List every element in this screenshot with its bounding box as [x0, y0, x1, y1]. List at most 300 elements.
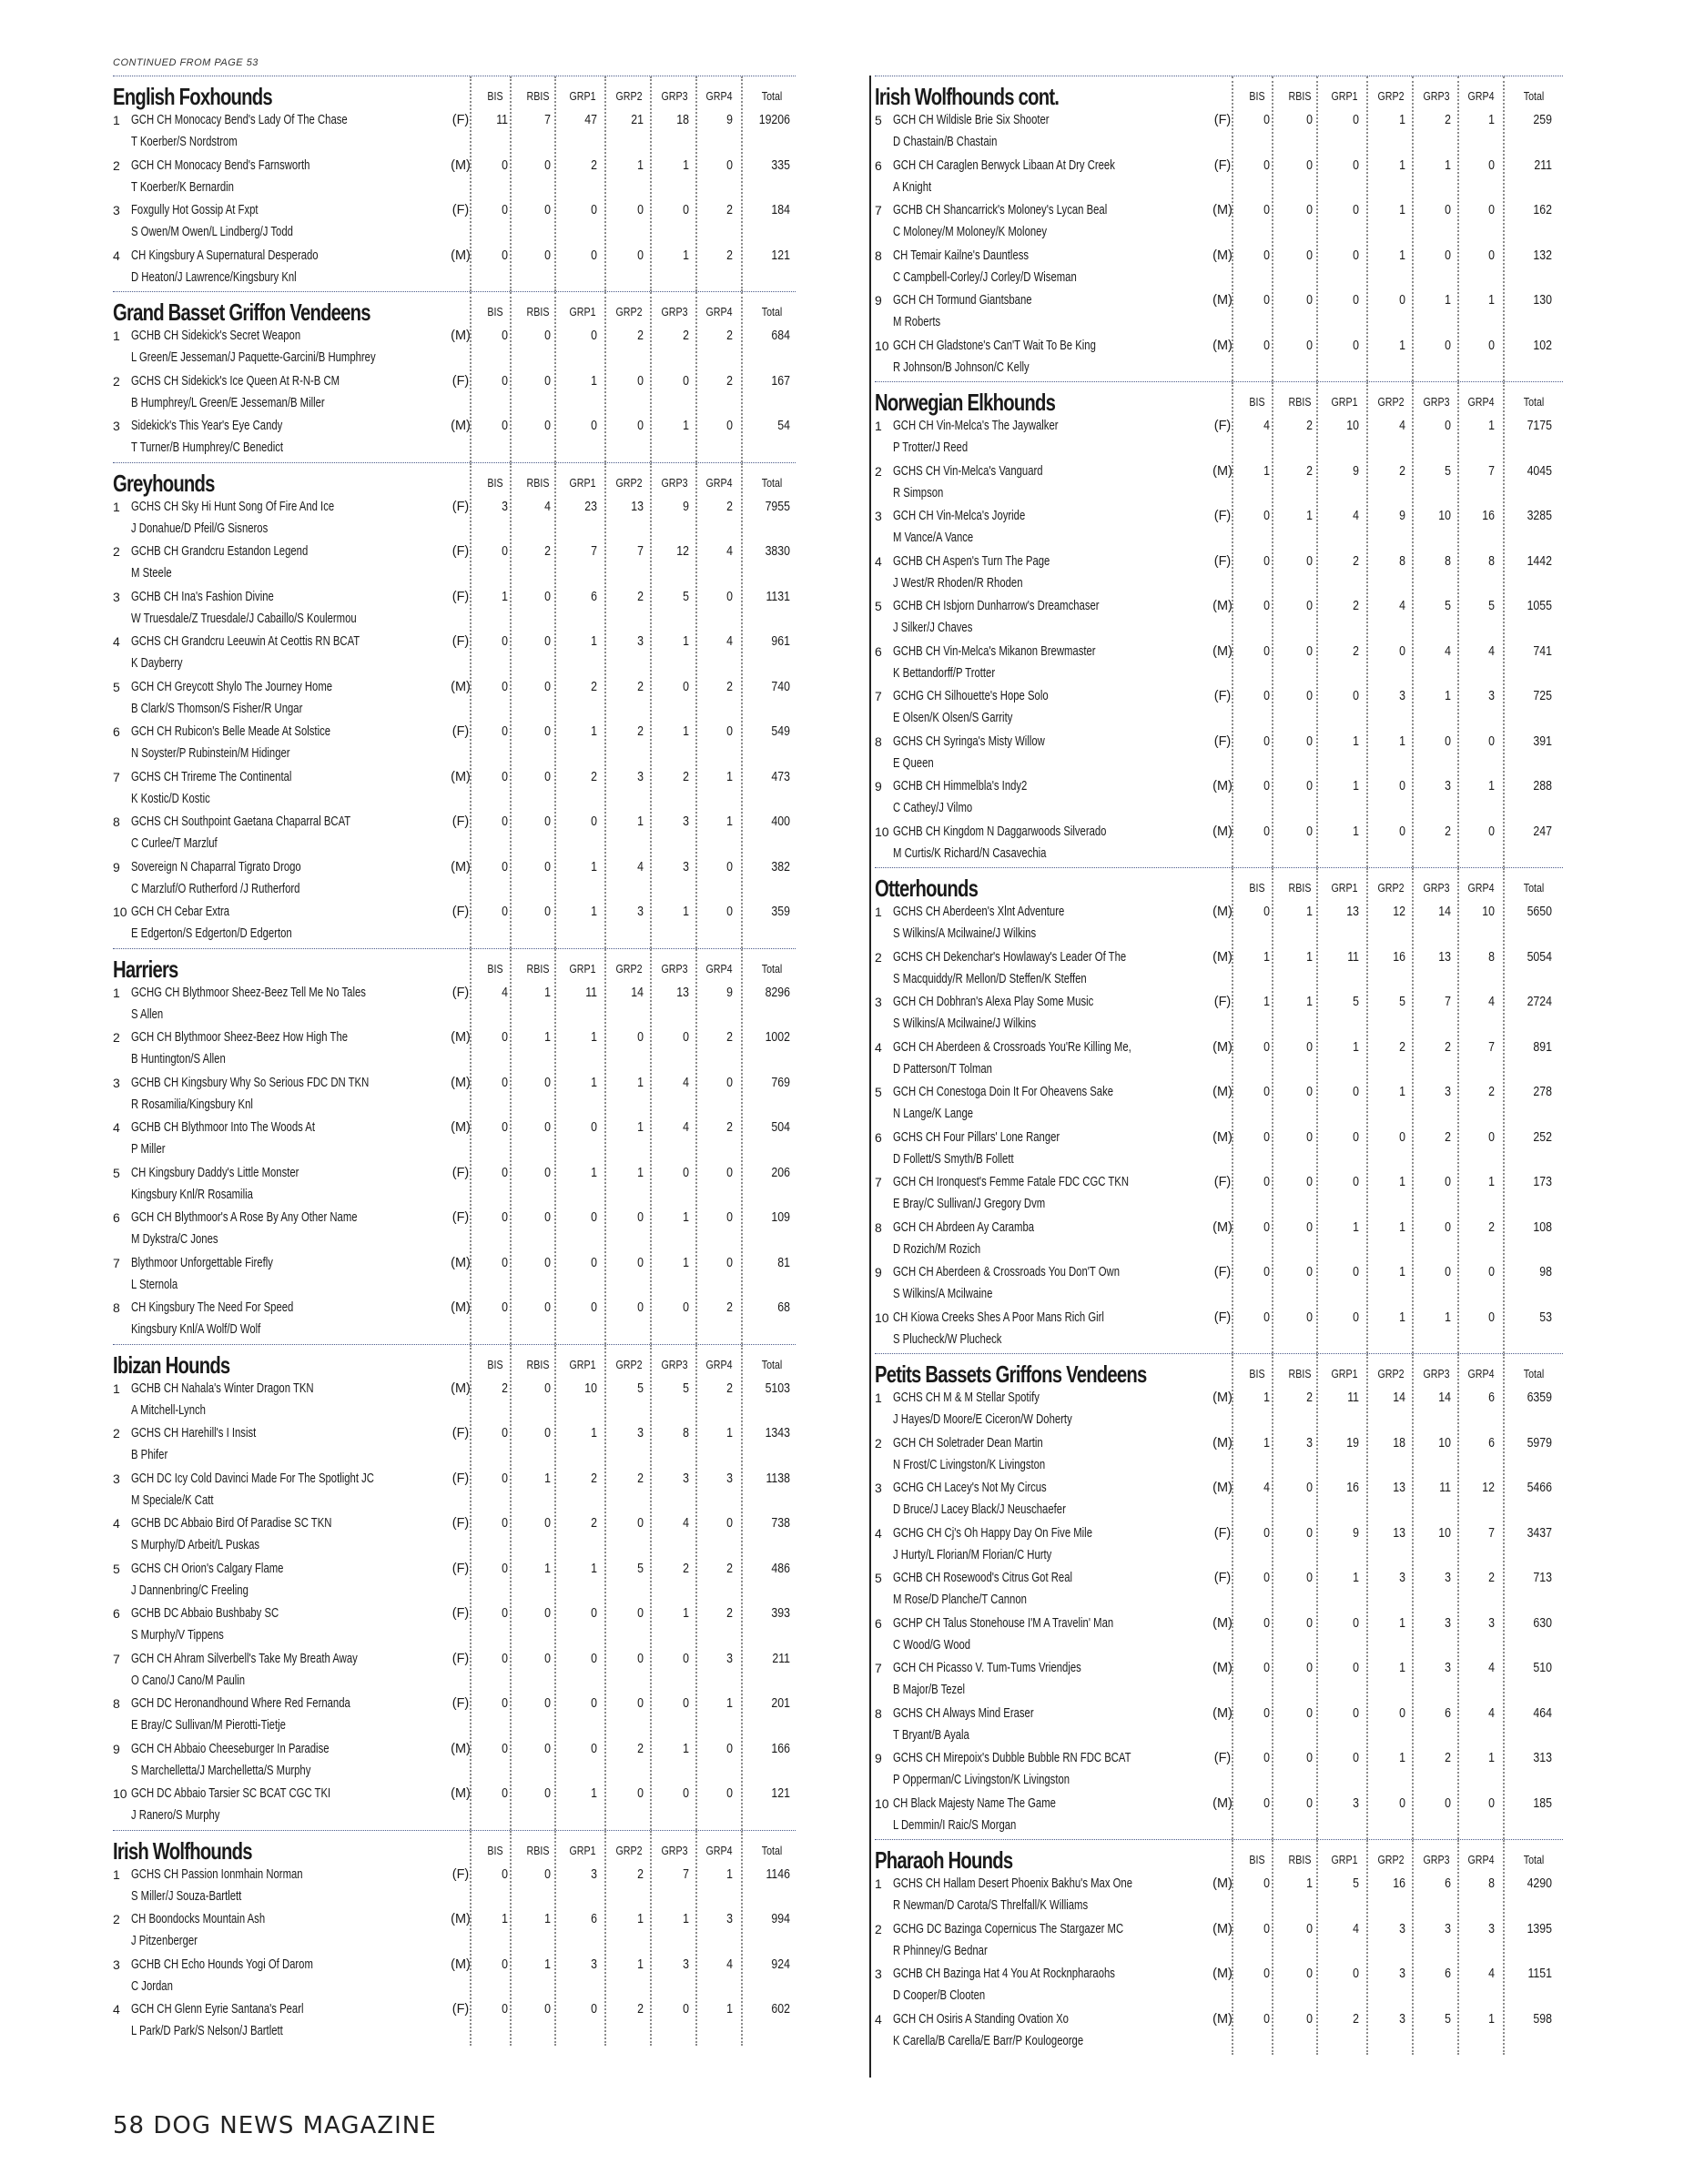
dog-name: GCHS CH Always Mind Eraser [893, 1705, 1034, 1721]
stat-value: 2 [591, 1516, 597, 1531]
dog-name: GCHS CH Dekenchar's Howlaway's Leader Of The [893, 949, 1127, 965]
rank: 8 [113, 1696, 120, 1711]
stat-value: 1146 [766, 1866, 790, 1882]
stat-value: 5 [1399, 995, 1405, 1009]
stat-value: 1 [1353, 824, 1359, 839]
column-header: BIS [487, 475, 503, 490]
stat-value: 11 [1347, 949, 1359, 965]
owners: T Koerber/S Nordstrom [131, 135, 238, 149]
owners: L Sternola [131, 1277, 178, 1292]
rank: 1 [875, 1876, 882, 1891]
right-column [869, 76, 1563, 2078]
dog-row [875, 247, 1563, 292]
breed-section [113, 76, 796, 291]
column-header: GRP1 [1331, 881, 1358, 895]
sex: (F) [451, 1165, 470, 1180]
stat-value: 6 [591, 1912, 597, 1926]
owners: K Dayberry [131, 656, 183, 671]
stat-value: 0 [1306, 1085, 1313, 1099]
stat-value: 4 [1263, 1481, 1270, 1495]
column-divider [695, 1345, 697, 1830]
column-header: GRP4 [705, 1843, 733, 1857]
stat-value: 0 [683, 1165, 689, 1180]
stat-value: 3 [1445, 1921, 1451, 1936]
stat-value: 0 [1306, 1175, 1313, 1189]
dog-row [875, 1128, 1563, 1174]
stat-value: 3 [637, 769, 644, 784]
stat-value: 0 [1263, 1705, 1270, 1721]
dog-name: GCHB CH Ina's Fashion Divine [131, 589, 274, 604]
owners: C Moloney/M Moloney/K Moloney [893, 225, 1048, 239]
sex: (F) [451, 1516, 470, 1531]
stat-value: 98 [1539, 1265, 1552, 1279]
column-header: GRP3 [661, 305, 688, 318]
stat-value: 2 [637, 724, 644, 739]
stat-value: 0 [683, 1786, 689, 1801]
sex: (M) [1212, 599, 1233, 613]
stat-value: 0 [1353, 1661, 1359, 1675]
stat-value: 0 [544, 589, 551, 604]
stat-value: 393 [771, 1606, 790, 1621]
column-header: GRP1 [569, 475, 596, 490]
column-divider [1412, 1840, 1414, 2055]
stat-value: 4 [502, 985, 508, 1000]
stat-value: 9 [726, 985, 733, 1000]
stat-value: 3 [1445, 1615, 1451, 1631]
dog-row [875, 1704, 1563, 1750]
dog-name: GCHB DC Abbaio Bird Of Paradise SC TKN [131, 1516, 332, 1531]
column-divider [1412, 868, 1414, 1353]
stat-value: 1 [1263, 1390, 1270, 1405]
stat-value: 2 [726, 329, 733, 343]
stat-value: 130 [1533, 293, 1552, 308]
column-divider [1232, 76, 1233, 381]
stat-value: 0 [502, 1651, 508, 1666]
stat-value: 259 [1533, 113, 1552, 127]
stat-value: 0 [544, 419, 551, 433]
breed-title: Irish Wolfhounds [113, 1836, 252, 1865]
stat-value: 3 [726, 1912, 733, 1926]
stat-value: 0 [502, 248, 508, 263]
stat-value: 3830 [765, 544, 790, 559]
rank: 4 [113, 1120, 120, 1135]
dog-row [113, 1074, 796, 1119]
stat-value: 0 [1263, 1967, 1270, 1981]
stat-value: 1 [1306, 949, 1313, 965]
stat-value: 630 [1533, 1615, 1552, 1631]
column-header: Total [761, 1843, 783, 1857]
rank: 4 [113, 1516, 120, 1531]
stat-value: 9 [1353, 463, 1359, 479]
stat-value: 0 [1263, 1921, 1270, 1936]
dog-row [113, 858, 796, 904]
rank: 1 [113, 1380, 120, 1396]
stat-value: 0 [544, 157, 551, 173]
stat-value: 3285 [1527, 509, 1552, 523]
column-header: BIS [487, 1843, 503, 1857]
stat-value: 0 [1488, 1795, 1495, 1811]
stat-value: 0 [726, 419, 733, 433]
dog-name: GCHS CH Grandcru Leeuwin At Ceottis RN BCAT [131, 634, 360, 649]
breed-section [875, 76, 1563, 381]
stat-value: 0 [544, 814, 551, 829]
stat-value: 335 [771, 157, 790, 173]
stat-value: 0 [1263, 1876, 1270, 1891]
dog-name: GCHB CH Isbjorn Dunharrow's Dreamchaser [893, 599, 1100, 613]
stat-value: 738 [771, 1516, 790, 1531]
stat-value: 0 [1445, 248, 1451, 263]
column-divider [1412, 382, 1414, 867]
stat-value: 0 [683, 1651, 689, 1666]
stat-value: 0 [544, 724, 551, 739]
stat-value: 4 [683, 1075, 689, 1090]
stat-value: 0 [502, 157, 508, 173]
column-divider [604, 949, 606, 1344]
column-header: GRP2 [1377, 1853, 1405, 1866]
column-divider [1457, 1354, 1459, 1839]
stat-value: 0 [591, 419, 597, 433]
stat-value: 0 [502, 814, 508, 829]
column-divider [554, 949, 556, 1344]
stat-value: 4 [726, 544, 733, 559]
stat-value: 2 [726, 1120, 733, 1135]
stat-value: 2 [502, 1380, 508, 1396]
dog-name: GCHB CH Vin-Melca's Mikanon Brewmaster [893, 643, 1096, 659]
rank: 7 [875, 1175, 882, 1189]
stat-value: 0 [726, 1075, 733, 1090]
owners: J Ranero/S Murphy [131, 1808, 220, 1823]
rank: 8 [875, 248, 882, 263]
stat-value: 2 [1353, 2011, 1359, 2027]
stat-value: 0 [1445, 733, 1451, 749]
dog-row [113, 1956, 796, 2001]
sex: (F) [1213, 1525, 1232, 1541]
breed-header [113, 463, 796, 498]
column-header: GRP3 [1423, 1853, 1450, 1866]
column-header: GRP3 [1423, 89, 1450, 103]
stat-value: 0 [544, 1696, 551, 1711]
column-header: Total [1523, 1367, 1545, 1380]
stat-value: 16 [1346, 1481, 1359, 1495]
breed-section [875, 867, 1563, 1353]
dog-row [113, 247, 796, 292]
stat-value: 0 [637, 1255, 644, 1270]
owners: D Rozich/M Rozich [893, 1241, 981, 1257]
sex: (M) [451, 1741, 471, 1756]
sex: (M) [1212, 338, 1233, 353]
stat-value: 0 [1263, 1661, 1270, 1675]
sex: (F) [451, 1561, 470, 1576]
column-header: GRP1 [569, 961, 596, 976]
column-divider [1366, 1840, 1368, 2055]
stat-value: 0 [544, 1120, 551, 1135]
breed-title: Norwegian Elkhounds [875, 389, 1056, 416]
dog-name: GCHG CH Silhouette's Hope Solo [893, 689, 1049, 703]
stat-value: 1 [1399, 733, 1405, 749]
column-divider [741, 1345, 743, 1830]
column-divider [1232, 1354, 1233, 1839]
dog-row [113, 1560, 796, 1605]
stat-value: 3 [1488, 1615, 1495, 1631]
stat-value: 0 [1263, 643, 1270, 659]
breed-header [113, 76, 796, 111]
sex: (M) [1212, 905, 1233, 919]
stat-value: 0 [502, 1165, 508, 1180]
column-divider [695, 949, 697, 1344]
stat-value: 6359 [1527, 1390, 1552, 1405]
stat-value: 0 [1306, 113, 1313, 127]
dog-row [875, 948, 1563, 994]
dog-name: GCHB CH Nahala's Winter Dragon TKN [131, 1380, 314, 1396]
stat-value: 5 [637, 1380, 644, 1396]
stat-value: 0 [591, 1606, 597, 1621]
stat-value: 0 [1399, 293, 1405, 308]
stat-value: 0 [1306, 1571, 1313, 1585]
dog-row [113, 1380, 796, 1425]
stat-value: 0 [1263, 1309, 1270, 1325]
stat-value: 602 [771, 2002, 790, 2017]
left-column [113, 76, 796, 2046]
stat-value: 1 [591, 1426, 597, 1441]
stat-value: 4 [683, 1516, 689, 1531]
column-header: GRP4 [705, 89, 733, 103]
sex: (M) [1212, 1390, 1233, 1405]
rank: 7 [113, 769, 120, 784]
breed-section [113, 1830, 796, 2046]
owners: B Humphrey/L Green/E Jesseman/B Miller [131, 395, 325, 410]
stat-value: 1 [1445, 293, 1451, 308]
stat-value: 0 [1306, 599, 1313, 613]
stat-value: 0 [1306, 643, 1313, 659]
breed-header [113, 1831, 796, 1866]
sex: (F) [1213, 1751, 1232, 1765]
owners: E Bray/C Sullivan/M Pierotti-Tietje [131, 1718, 286, 1733]
stat-value: 1 [726, 769, 733, 784]
stat-value: 1 [683, 634, 689, 649]
dog-name: CH Boondocks Mountain Ash [131, 1912, 266, 1926]
stat-value: 0 [1399, 643, 1405, 659]
column-divider [1412, 76, 1414, 381]
stat-value: 0 [726, 724, 733, 739]
stat-value: 0 [502, 1030, 508, 1045]
dog-row [875, 1389, 1563, 1434]
dog-row [113, 157, 796, 202]
rank: 3 [113, 1956, 120, 1972]
stat-value: 0 [1263, 824, 1270, 839]
column-divider [1272, 76, 1273, 381]
stat-value: 0 [502, 679, 508, 694]
stat-value: 0 [1399, 1129, 1405, 1145]
breed-title: English Foxhounds [113, 83, 272, 110]
column-header: GRP3 [661, 961, 688, 976]
owners: J West/R Rhoden/R Rhoden [893, 575, 1023, 591]
stat-value: 1138 [766, 1471, 790, 1486]
rank: 9 [113, 1741, 120, 1756]
rank: 3 [113, 203, 120, 217]
stat-value: 0 [1399, 824, 1405, 839]
stat-value: 961 [771, 634, 790, 649]
stat-value: 4 [1353, 509, 1359, 523]
stat-value: 68 [777, 1300, 790, 1315]
stat-value: 0 [502, 1255, 508, 1270]
rank: 2 [875, 1435, 882, 1451]
stat-value: 14 [1438, 905, 1451, 919]
stat-value: 2 [1488, 1571, 1495, 1585]
column-header: GRP4 [1467, 1367, 1495, 1380]
column-header: GRP2 [615, 89, 643, 103]
dog-name: GCH CH Ironquest's Femme Fatale FDC CGC TKN [893, 1175, 1129, 1189]
stat-value: 5 [1445, 463, 1451, 479]
stat-value: 1343 [765, 1426, 790, 1441]
stat-value: 3 [683, 859, 689, 875]
column-header: GRP4 [705, 475, 733, 490]
rank: 7 [113, 1255, 120, 1270]
stat-value: 1 [591, 634, 597, 649]
dog-row [875, 1965, 1563, 2010]
sex: (M) [451, 1912, 471, 1926]
dog-row [113, 542, 796, 588]
stat-value: 0 [1353, 1129, 1359, 1145]
stat-value: 13 [1393, 1481, 1405, 1495]
stat-value: 2 [637, 1741, 644, 1756]
owners: J Hayes/D Moore/E Ciceron/W Doherty [893, 1412, 1072, 1427]
breed-section [875, 381, 1563, 867]
stat-value: 0 [502, 203, 508, 217]
stat-value: 3 [683, 814, 689, 829]
column-header: BIS [1249, 881, 1265, 895]
stat-value: 0 [637, 248, 644, 263]
column-divider [604, 1345, 606, 1830]
column-divider [741, 463, 743, 948]
column-divider [650, 463, 652, 948]
stat-value: 0 [1263, 1219, 1270, 1235]
column-header: GRP3 [1423, 881, 1450, 895]
stat-value: 0 [1263, 509, 1270, 523]
column-header: BIS [487, 961, 503, 976]
stat-value: 0 [1488, 338, 1495, 353]
stat-value: 2 [1399, 463, 1405, 479]
column-divider [741, 76, 743, 291]
owners: B Clark/S Thomson/S Fisher/R Ungar [131, 701, 303, 716]
stat-value: 1 [1445, 1309, 1451, 1325]
stat-value: 3 [1445, 779, 1451, 794]
owners: N Soyster/P Rubinstein/M Hidinger [131, 746, 290, 761]
sex: (M) [1212, 949, 1233, 965]
stat-value: 5 [683, 589, 689, 604]
column-divider [1457, 868, 1459, 1353]
stat-value: 23 [584, 499, 597, 514]
stat-value: 4 [637, 859, 644, 875]
column-header: GRP4 [1467, 395, 1495, 409]
dog-row [113, 417, 796, 462]
stat-value: 2 [1445, 824, 1451, 839]
column-header: GRP3 [661, 475, 688, 490]
stat-value: 0 [1263, 1571, 1270, 1585]
stat-value: 7175 [1527, 419, 1552, 433]
stat-value: 0 [637, 373, 644, 389]
stat-value: 0 [1306, 1615, 1313, 1631]
stat-value: 0 [1353, 338, 1359, 353]
stat-value: 0 [1306, 1265, 1313, 1279]
breed-title: Greyhounds [113, 469, 215, 497]
stat-value: 0 [1306, 553, 1313, 569]
dog-name: GCHB CH Grandcru Estandon Legend [131, 544, 309, 559]
column-divider [650, 292, 652, 462]
stat-value: 0 [502, 1426, 508, 1441]
stat-value: 252 [1533, 1129, 1552, 1145]
stat-value: 19 [1346, 1435, 1359, 1451]
stat-value: 10 [584, 1380, 597, 1396]
sex: (F) [1213, 553, 1232, 569]
stat-value: 13 [1438, 949, 1451, 965]
stat-value: 0 [544, 1255, 551, 1270]
owners: J Pitzenberger [131, 1934, 198, 1948]
dog-row [875, 1614, 1563, 1660]
rank: 1 [875, 1390, 882, 1405]
stat-value: 278 [1533, 1085, 1552, 1099]
stat-value: 0 [1306, 293, 1313, 308]
sex: (F) [451, 203, 470, 217]
dog-row [113, 1604, 796, 1650]
stat-value: 4 [544, 499, 551, 514]
stat-value: 2 [726, 679, 733, 694]
stat-value: 7 [1488, 1039, 1495, 1055]
column-header: BIS [487, 89, 503, 103]
stat-value: 11 [585, 985, 597, 1000]
owners: E Bray/C Sullivan/J Gregory Dvm [893, 1197, 1046, 1211]
dog-name: GCHS CH Syringa's Misty Willow [893, 733, 1045, 749]
sex: (M) [451, 679, 471, 694]
sex: (M) [451, 1380, 471, 1396]
column-divider [1316, 868, 1318, 1353]
stat-value: 2 [726, 1606, 733, 1621]
dog-name: GCHB CH Kingsbury Why So Serious FDC DN TKN [131, 1075, 370, 1090]
dog-name: GCHS CH Trireme The Continental [131, 769, 292, 784]
stat-value: 3 [1306, 1435, 1313, 1451]
stat-value: 1 [544, 1471, 551, 1486]
owners: Kingsbury Knl/R Rosamilia [131, 1187, 253, 1202]
sex: (F) [451, 373, 470, 389]
sex: (F) [1213, 509, 1232, 523]
stat-value: 0 [1353, 293, 1359, 308]
stat-value: 2 [1399, 1039, 1405, 1055]
column-divider [1316, 1840, 1318, 2055]
column-header: Total [1523, 395, 1545, 409]
breed-header [875, 1840, 1563, 1875]
owners: A Knight [893, 179, 932, 195]
rank: 7 [875, 1661, 882, 1675]
column-header: GRP4 [705, 1357, 733, 1371]
sex: (M) [451, 1030, 471, 1045]
dog-row [875, 291, 1563, 337]
sex: (F) [451, 1606, 470, 1621]
column-header: GRP1 [1331, 1367, 1358, 1380]
stat-value: 8 [1488, 553, 1495, 569]
stat-value: 4 [1353, 1921, 1359, 1936]
stat-value: 0 [1263, 1129, 1270, 1145]
dog-row [113, 1514, 796, 1560]
owners: S Wilkins/A Mcilwaine [893, 1287, 993, 1301]
owners: N Frost/C Livingston/K Livingston [893, 1457, 1046, 1472]
stat-value: 0 [544, 248, 551, 263]
stat-value: 1 [591, 1075, 597, 1090]
stat-value: 211 [1534, 157, 1552, 173]
stat-value: 1 [1353, 1571, 1359, 1585]
owners: P Trotter/J Reed [893, 440, 969, 455]
column-header: BIS [487, 305, 503, 318]
stat-value: 0 [1445, 1219, 1451, 1235]
stat-value: 1 [1488, 2011, 1495, 2027]
